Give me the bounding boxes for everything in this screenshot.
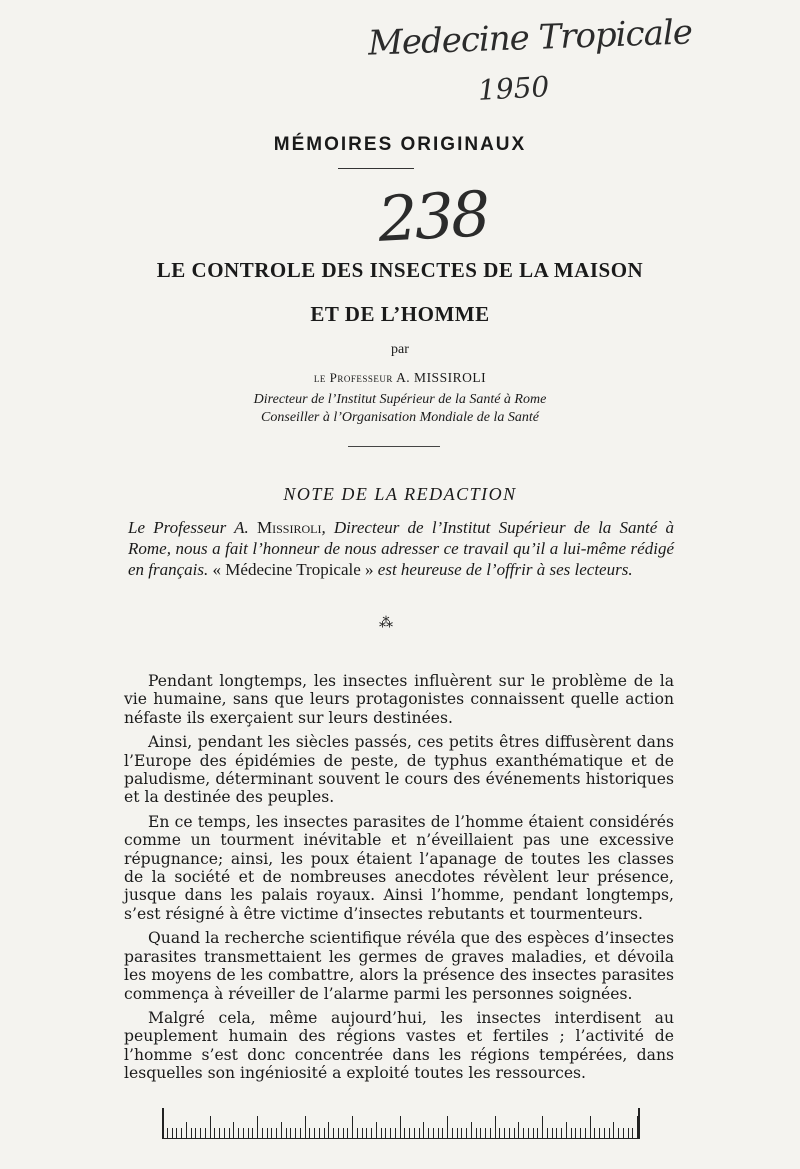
- ruler-tick: [366, 1128, 367, 1138]
- ruler-tick: [599, 1128, 600, 1138]
- ruler-tick: [504, 1128, 505, 1138]
- scale-ruler: [162, 1108, 640, 1139]
- note-part2: , Directeur de l’Institut Supérieur de la Santé à Rome, nous a fait l’honneur de nous adresser ce travail qu’il a lui-même rédigé en français.: [128, 518, 674, 579]
- ruler-tick: [604, 1128, 605, 1138]
- article-title-line2: ET DE L’HOMME: [310, 302, 490, 326]
- note-title: NOTE DE LA REDACTION: [283, 484, 517, 504]
- ruler-tick: [575, 1128, 576, 1138]
- paragraph: En ce temps, les insectes parasites de l’homme étaient considérés comme un tourment inévitable et n’éveillaient pas une excessive répugnance; ainsi, les poux étaient l’apanage de toutes les classes de la société et de nombreuses anecdotes révèlent leur présence, jusque dans les palais royaux. Ainsi l’homme, pendant longtemps, s’est résigné à être victime d’insectes rebutants et tourmenteurs.: [124, 812, 674, 923]
- asterism-separator: ⁂: [379, 616, 393, 631]
- affiliation-1: Directeur de l’Institut Supérieur de la Santé à Rome: [253, 392, 547, 407]
- note-name: Missiroli: [256, 518, 322, 537]
- byline-par: par: [391, 342, 409, 357]
- ruler-tick: [509, 1128, 510, 1138]
- ruler-tick: [628, 1128, 629, 1138]
- ruler-tick: [566, 1122, 567, 1138]
- ruler-tick: [309, 1128, 310, 1138]
- ruler-tick: [305, 1116, 306, 1138]
- ruler-tick: [594, 1128, 595, 1138]
- ruler-tick: [214, 1128, 215, 1138]
- ruler-tick: [537, 1128, 538, 1138]
- ruler-tick: [338, 1128, 339, 1138]
- ruler-tick: [452, 1128, 453, 1138]
- ruler-tick: [404, 1128, 405, 1138]
- ruler-tick: [381, 1128, 382, 1138]
- article-body: [124, 672, 674, 1089]
- ruler-tick: [362, 1128, 363, 1138]
- ruler-tick: [523, 1128, 524, 1138]
- ruler-tick: [433, 1128, 434, 1138]
- ruler-tick: [514, 1128, 515, 1138]
- ruler-tick: [571, 1128, 572, 1138]
- ruler-tick: [476, 1128, 477, 1138]
- ruler-tick: [438, 1128, 439, 1138]
- ruler-tick: [290, 1128, 291, 1138]
- ruler-tick: [376, 1122, 377, 1138]
- ruler-tick: [281, 1122, 282, 1138]
- ruler-tick: [528, 1128, 529, 1138]
- ruler-tick: [238, 1128, 239, 1138]
- ruler-tick: [618, 1128, 619, 1138]
- divider-rule: [348, 446, 440, 447]
- handwritten-year: 1950: [477, 70, 551, 107]
- ruler-tick: [352, 1116, 353, 1138]
- ruler-tick: [181, 1128, 182, 1138]
- ruler-tick: [461, 1128, 462, 1138]
- ruler-tick: [499, 1128, 500, 1138]
- ruler-tick: [219, 1128, 220, 1138]
- author-line: [0, 370, 800, 386]
- ruler-tick: [390, 1128, 391, 1138]
- ruler-tick: [191, 1128, 192, 1138]
- ruler-tick: [556, 1128, 557, 1138]
- ruler-tick: [205, 1128, 206, 1138]
- ruler-tick: [585, 1128, 586, 1138]
- ruler-tick: [224, 1128, 225, 1138]
- affiliation-2: Conseiller à l’Organisation Mondiale de la Santé: [261, 410, 539, 425]
- ruler-tick: [423, 1122, 424, 1138]
- handwritten-journal-name: Medecine Tropicale: [367, 12, 693, 64]
- ruler-tick: [252, 1128, 253, 1138]
- ruler-tick: [414, 1128, 415, 1138]
- ruler-tick: [613, 1122, 614, 1138]
- ruler-right-edge: [638, 1108, 640, 1138]
- ruler-tick: [243, 1128, 244, 1138]
- ruler-tick: [419, 1128, 420, 1138]
- ruler-tick: [357, 1128, 358, 1138]
- section-heading: MÉMOIRES ORIGINAUX: [273, 134, 527, 155]
- ruler-tick: [480, 1128, 481, 1138]
- ruler-tick: [328, 1122, 329, 1138]
- ruler-tick: [300, 1128, 301, 1138]
- ruler-tick: [609, 1128, 610, 1138]
- ruler-tick: [167, 1128, 168, 1138]
- ruler-tick: [210, 1116, 211, 1138]
- paragraph: Ainsi, pendant les siècles passés, ces petits êtres diffusèrent dans l’Europe des épidémies de peste, de typhus exanthématique et de paludisme, déterminant souvent le cours des événements historiques et la destinée des peuples.: [124, 733, 674, 807]
- ruler-tick: [271, 1128, 272, 1138]
- ruler-tick: [267, 1128, 268, 1138]
- ruler-left-edge: [162, 1108, 164, 1138]
- ruler-tick: [176, 1128, 177, 1138]
- ruler-tick: [324, 1128, 325, 1138]
- ruler-tick: [447, 1116, 448, 1138]
- ruler-tick: [347, 1128, 348, 1138]
- ruler-tick: [590, 1116, 591, 1138]
- ruler-tick: [276, 1128, 277, 1138]
- ruler-tick: [518, 1122, 519, 1138]
- ruler-tick: [286, 1128, 287, 1138]
- ruler-tick: [552, 1128, 553, 1138]
- ruler-tick: [314, 1128, 315, 1138]
- ruler-tick: [319, 1128, 320, 1138]
- ruler-tick: [257, 1116, 258, 1138]
- ruler-tick: [233, 1122, 234, 1138]
- ruler-tick: [385, 1128, 386, 1138]
- ruler-tick: [533, 1128, 534, 1138]
- ruler-tick: [495, 1116, 496, 1138]
- ruler-tick: [195, 1128, 196, 1138]
- ruler-tick: [409, 1128, 410, 1138]
- ruler-tick: [371, 1128, 372, 1138]
- ruler-tick: [623, 1128, 624, 1138]
- paragraph: Pendant longtemps, les insectes influèrent sur le problème de la vie humaine, sans que leurs protagonistes connaissent quelle action néfaste ils exerçaient sur leurs destinées.: [124, 672, 674, 727]
- ruler-tick: [471, 1122, 472, 1138]
- handwritten-number: 238: [376, 177, 490, 256]
- author-prefix: le Professeur: [313, 370, 393, 385]
- ruler-tick: [200, 1128, 201, 1138]
- ruler-tick: [333, 1128, 334, 1138]
- ruler-tick: [262, 1128, 263, 1138]
- ruler-tick: [637, 1116, 638, 1138]
- ruler-tick: [400, 1116, 401, 1138]
- ruler-tick: [295, 1128, 296, 1138]
- note-part1: Le Professeur A.: [128, 518, 257, 537]
- ruler-tick: [580, 1128, 581, 1138]
- ruler-tick: [632, 1128, 633, 1138]
- paragraph: Quand la recherche scientifique révéla que des espèces d’insectes parasites transmettaient les germes de graves maladies, et dévoila les moyens de les combattre, alors la présence des insectes parasites commença à réveiller de l’alarme parmi les personnes soignées.: [124, 929, 674, 1003]
- ruler-tick: [343, 1128, 344, 1138]
- ruler-tick: [395, 1128, 396, 1138]
- ruler-tick: [561, 1128, 562, 1138]
- paragraph: Malgré cela, même aujourd’hui, les insectes interdisent au peuplement humain des régions vastes et fertiles ; l’activité de l’homme s’est donc concentrée dans les régions tempérées, dans lesquelles son ingéniosité a exploité toutes les ressources.: [124, 1008, 674, 1083]
- ruler-tick: [172, 1128, 173, 1138]
- article-title-line1: LE CONTROLE DES INSECTES DE LA MAISON: [156, 258, 644, 282]
- editor-note: [128, 517, 674, 580]
- note-journal: « Médecine Tropicale »: [212, 560, 374, 579]
- ruler-tick: [428, 1128, 429, 1138]
- note-part3: est heureuse de l’offrir à ses lecteurs.: [373, 560, 633, 579]
- ruler-tick: [248, 1128, 249, 1138]
- heading-rule: [338, 168, 414, 169]
- ruler-tick: [485, 1128, 486, 1138]
- ruler-tick: [466, 1128, 467, 1138]
- ruler-tick: [490, 1128, 491, 1138]
- ruler-tick: [442, 1128, 443, 1138]
- ruler-tick: [457, 1128, 458, 1138]
- ruler-tick: [547, 1128, 548, 1138]
- author-name: A. MISSIROLI: [396, 370, 487, 385]
- ruler-tick: [229, 1128, 230, 1138]
- ruler-tick: [186, 1122, 187, 1138]
- ruler-tick: [542, 1116, 543, 1138]
